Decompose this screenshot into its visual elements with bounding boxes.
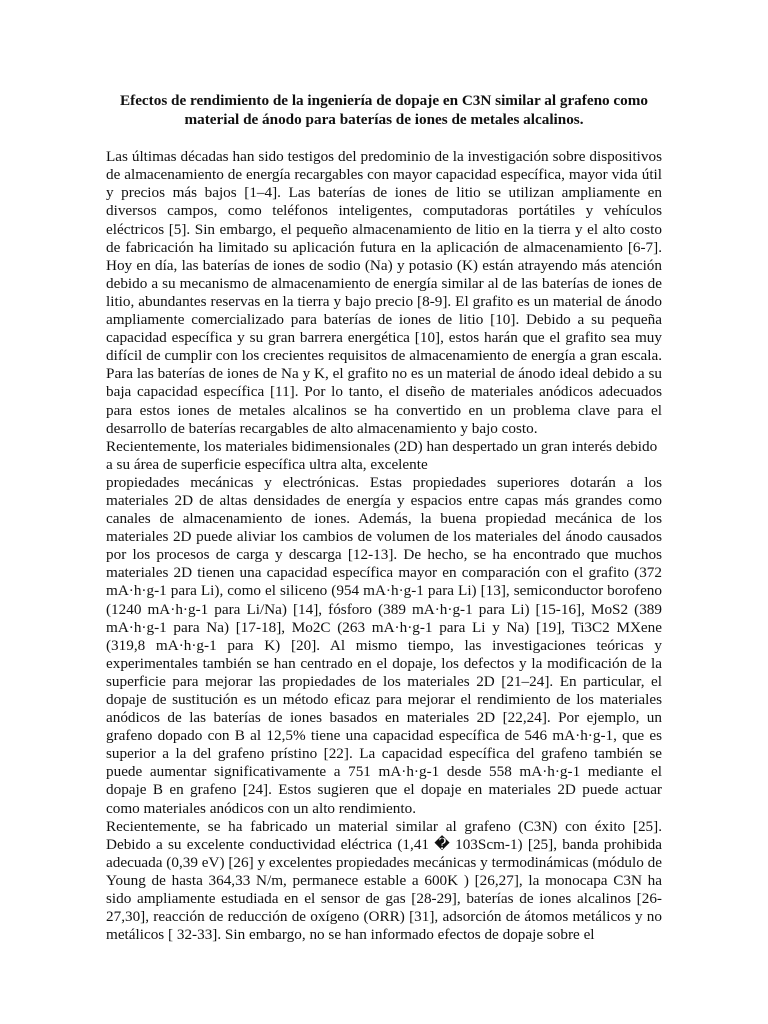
paragraph-2d-materials-fragment: Recientemente, los materiales bidimensionales (2D) han despertado un gran interés debido a su área de superficie específica ultra alta, excelente — [106, 437, 658, 473]
paragraph-2d-materials-properties: propiedades mecánicas y electrónicas. Estas propiedades superiores dotarán a los materiales 2D de altas densidades de energía y espacios entre capas más grandes como canales de almacenamiento de iones. Además, la buena propiedad mecánica de los materiales 2D puede aliviar los cambios de volumen de los materiales del ánodo causados por los procesos de carga y descarga [12-13]. De hecho, se ha encontrado que muchos materiales 2D tienen una capacidad específica mayor en comparación con el grafito (372 mA·h·g-1 para Li), como el siliceno (954 mA·h·g-1 para Li) [13], semiconductor borofeno (1240 mA·h·g-1 para Li/Na) [14], fósforo (389 mA·h·g-1 para Li) [15-16], MoS2 (389 mA·h·g-1 para Na) [17-18], Mo2C (263 mA·h·g-1 para Li y Na) [19], Ti3C2 MXene (319,8 mA·h·g-1 para K) [20]. Al mismo tiempo, las investigaciones teóricas y experimentales también se han centrado en el dopaje, los defectos y la modificación de la superficie para mejorar las propiedades de los materiales 2D [21–24]. En particular, el dopaje de sustitución es un método eficaz para mejorar el rendimiento de los materiales anódicos de las baterías de iones basados en materiales 2D [22,24]. Por ejemplo, un grafeno dopado con B al 12,5% tiene una capacidad específica de 546 mA·h·g-1, que es superior a la del grafeno prístino [22]. La capacidad específica del grafeno también se puede aumentar significativamente a 751 mA·h·g-1 desde 558 mA·h·g-1 mediante el dopaje B en grafeno [24]. Estos sugieren que el dopaje en materiales 2D puede actuar como materiales anódicos con un alto rendimiento. — [106, 473, 662, 817]
paragraph-introduction: Las últimas décadas han sido testigos del predominio de la investigación sobre dispositivos de almacenamiento de energía recargables con mayor capacidad específica, mayor vida útil y precios más bajos [1–4]. Las baterías de iones de litio se utilizan ampliamente en diversos campos, como teléfonos inteligentes, computadoras portátiles y vehículos eléctricos [5]. Sin embargo, el pequeño almacenamiento de litio en la tierra y el alto costo de fabricación ha limitado su aplicación futura en la aplicación de almacenamiento [6-7]. Hoy en día, las baterías de iones de sodio (Na) y potasio (K) están atrayendo más atención debido a su mecanismo de almacenamiento de energía similar al de las baterías de iones de litio, abundantes reservas en la tierra y bajo precio [8-9]. El grafito es un material de ánodo ampliamente comercializado para baterías de iones de litio [10]. Debido a su pequeña capacidad específica y su gran barrera energética [10], estos harán que el grafito sea muy difícil de cumplir con los crecientes requisitos de almacenamiento de energía a gran escala. Para las baterías de iones de Na y K, el grafito no es un material de ánodo ideal debido a su baja capacidad específica [11]. Por lo tanto, el diseño de materiales anódicos adecuados para estos iones de metales alcalinos se ha convertido en un problema clave para el desarrollo de baterías recargables de alto almacenamiento y bajo costo. — [106, 148, 662, 437]
document-body — [106, 92, 662, 944]
document-title: Efectos de rendimiento de la ingeniería de dopaje en C3N similar al grafeno como material de ánodo para baterías de iones de metales alcalinos. — [120, 92, 648, 128]
paragraph-c3n: Recientemente, se ha fabricado un material similar al grafeno (C3N) con éxito [25]. Debido a su excelente conductividad eléctrica (1,41 � 103Scm-1) [25], banda prohibida adecuada (0,39 eV) [26] y excelentes propiedades mecánicas y termodinámicas (módulo de Young de hasta 364,33 N/m, permanece estable a 600K ) [26,27], la monocapa C3N ha sido ampliamente estudiada en el sensor de gas [28-29], baterías de iones alcalinos [26-27,30], reacción de reducción de oxígeno (ORR) [31], adsorción de átomos metálicos y no metálicos [ 32-33]. Sin embargo, no se han informado efectos de dopaje sobre el — [106, 817, 662, 944]
